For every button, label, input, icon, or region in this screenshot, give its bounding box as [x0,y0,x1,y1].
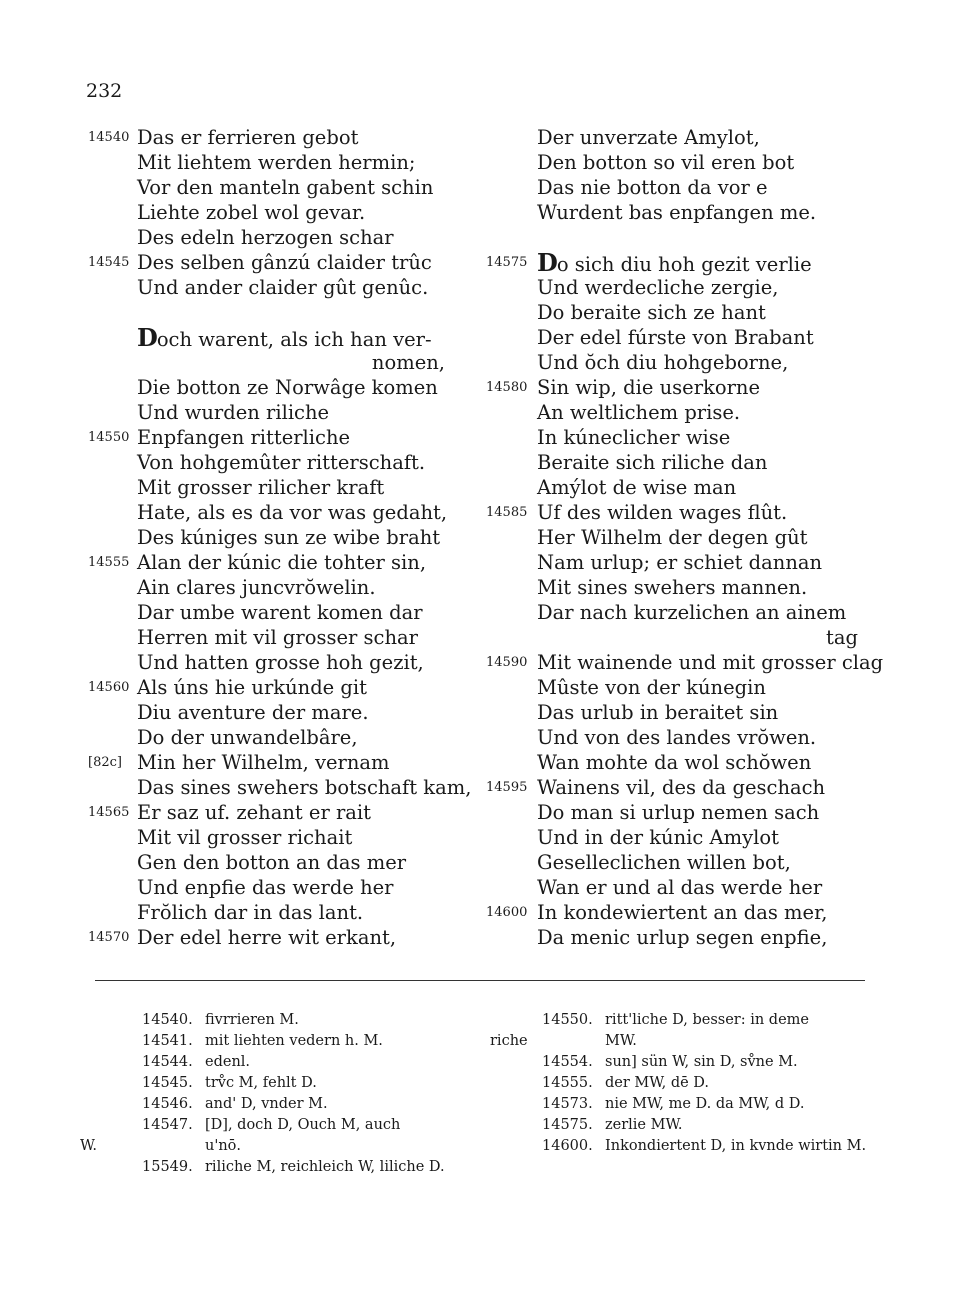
verse-text [137,650,424,675]
verse-line [480,750,880,775]
verse-text [137,675,367,700]
verse-line [70,375,470,400]
footnote-verse-ref: 14544. [142,1054,193,1070]
footnote-continuation: W. [80,1138,97,1154]
verse-line [70,775,470,800]
verse-line [70,525,470,550]
verse-line [70,325,470,350]
verse-line [70,250,470,275]
verse-text [537,150,794,175]
verse-words: Das er ferrieren gebot [137,126,359,149]
verse-text [137,400,329,425]
line-number: 14555 [88,555,130,570]
verse-words: tag [826,626,858,649]
verse-words: Nam urlup; er schiet dannan [537,551,823,574]
verse-column-right [480,125,884,950]
verse-line [480,600,880,625]
verse-words: Dar nach kurzelichen an ainem [537,601,847,624]
line-number: 14560 [88,680,130,695]
verse-words: nomen, [371,351,445,374]
verse-line [480,400,880,425]
verse-line [70,875,470,900]
verse-words: Mit grosser rilicher kraft [137,476,385,499]
verse-line [480,350,880,375]
verse-words: Wan er und al das werde her [537,876,823,899]
verse-text [537,175,768,200]
verse-line [480,525,880,550]
verse-words: Von hohgemûter ritterschaft. [137,451,426,474]
line-number: 14580 [486,380,528,395]
verse-line [70,175,470,200]
verse-line [70,850,470,875]
verse-words: Gen den botton an das mer [137,851,407,874]
verse-line [480,850,880,875]
verse-text [537,375,760,400]
verse-text [537,200,816,225]
line-number: 14550 [88,430,130,445]
verse-text [137,550,426,575]
verse-words: Der edel herre wit erkant, [137,926,397,949]
verse-words: Er saz uf. zehant er rait [137,801,372,824]
verse-words: Den botton so vil eren bot [537,151,795,174]
footnote-verse-ref: 14600. [542,1138,593,1154]
verse-text [537,275,778,300]
verse-words: Das nie botton da vor e [537,176,768,199]
line-number: 14545 [88,255,130,270]
verse-words: Uf des wilden wages flût. [537,501,788,524]
verse-text [137,575,376,600]
verse-line [70,425,470,450]
verse-line [480,425,880,450]
verse-text [537,700,778,725]
line-number: 14570 [88,930,130,945]
verse-text [137,175,433,200]
verse-line [70,300,470,325]
footnote-verse-ref: 14547. [142,1117,193,1133]
verse-line [70,275,470,300]
verse-words: Und ŏch diu hohgeborne, [537,351,789,374]
verse-text [137,250,432,275]
footnote-verse-ref: 14554. [542,1054,593,1070]
verse-line [480,200,880,225]
verse-line [70,700,470,725]
verse-words: Und werdecliche zergie, [537,276,779,299]
verse-line [480,825,880,850]
verse-text [137,925,396,950]
verse-words: Enpfangen ritterliche [137,426,351,449]
verse-line [70,500,470,525]
verse-words: Mit vil grosser richait [137,826,353,849]
verse-text [537,600,846,625]
verse-line [70,825,470,850]
verse-text [537,725,816,750]
verse-line [70,725,470,750]
verse-text [137,825,352,850]
footnote-text: Inkondiertent D, in kvnde wirtin M. [605,1138,867,1154]
verse-line [480,475,880,500]
verse-words: och warent, als ich han ver- [156,328,432,351]
verse-line [70,125,470,150]
verse-words: Beraite sich riliche dan [537,451,768,474]
verse-text [137,375,438,400]
verse-text [137,850,406,875]
verse-line [480,300,880,325]
footnote-verse-ref: 15549. [142,1159,193,1175]
verse-line [70,150,470,175]
verse-line [70,750,470,775]
verse-text [537,575,807,600]
verse-text [137,275,428,300]
footnote-verse-ref: 14575. [542,1117,593,1133]
verse-words: Mit liehtem werden hermin; [137,151,416,174]
line-number: 14595 [486,780,528,795]
footnote-continuation: riche [490,1033,528,1049]
footnote-verse-ref: 14540. [142,1012,193,1028]
verse-words: o sich diu hoh gezit verlie [556,253,812,276]
verse-line [480,250,880,275]
verse-words: Der unverzate Amylot, [537,126,760,149]
verse-words: Vor den manteln gabent schin [137,176,434,199]
apparatus-notes-right [490,1010,880,1157]
footnote-text: trv͏̊c M, fehlt D. [205,1075,317,1091]
verse-text [537,350,788,375]
verse-text [137,150,415,175]
verse-text [537,400,740,425]
footnote-row [80,1073,480,1094]
verse-words: Hate, als es da vor was gedaht, [137,501,448,524]
footnote-text: sun] sün W, sin D, sv̊ne M. [605,1054,798,1070]
verse-words: Do der unwandelbâre, [137,726,358,749]
verse-line [70,650,470,675]
verse-text [137,600,423,625]
line-number: 14585 [486,505,528,520]
verse-words: Alan der kúnic die tohter sin, [137,551,427,574]
verse-line [70,225,470,250]
verse-text [537,850,791,875]
verse-words: Dar umbe warent komen dar [137,601,423,624]
verse-text [537,475,736,500]
verse-line [480,725,880,750]
footnote-verse-ref: 14541. [142,1033,193,1049]
footnote-text: mit liehten vedern h. M. [205,1033,383,1049]
initial-letter: D [537,248,557,277]
footnote-row [490,1136,880,1157]
verse-line [480,375,880,400]
line-number: 14590 [486,655,528,670]
verse-words: Her Wilhelm der degen gût [537,526,808,549]
verse-text [537,250,812,277]
footnote-text: der MW, dē D. [605,1075,710,1091]
verse-line [70,900,470,925]
verse-line [480,150,880,175]
line-number: 14540 [88,130,130,145]
verse-words: Und in der kúnic Amylot [537,826,779,849]
verse-words: Und ander claider gût genûc. [137,276,429,299]
verse-words: Do beraite sich ze hant [537,301,766,324]
footnote-row [490,1031,880,1052]
verse-line [480,900,880,925]
verse-text [826,625,858,650]
verse-words: Das sines swehers botschaft kam, [137,776,472,799]
footnote-row [490,1073,880,1094]
footnote-text: edenl. [205,1054,251,1070]
page-number: 232 [86,80,123,102]
verse-line [70,575,470,600]
verse-line [70,925,470,950]
verse-line [480,550,880,575]
verse-text [537,325,814,350]
verse-words: Wan mohte da wol schŏwen [537,751,812,774]
verse-text [537,525,808,550]
verse-words: Sin wip, die userkorne [537,376,761,399]
verse-words: Des selben gânzú claider trûc [137,251,432,274]
verse-text [537,750,811,775]
line-number: [82c] [88,755,122,770]
verse-text [537,125,760,150]
verse-line [480,700,880,725]
verse-text [537,925,827,950]
footnote-row [490,1010,880,1031]
verse-text [137,525,440,550]
footnote-text: and' D, vnder M. [205,1096,328,1112]
verse-words: Geselleclichen willen bot, [537,851,791,874]
verse-text [537,775,825,800]
verse-words: Des edeln herzogen schar [137,226,394,249]
verse-text [372,350,445,375]
verse-text [537,425,730,450]
footnote-text: [D], doch D, Ouch M, auch [205,1117,401,1133]
verse-line [480,125,880,150]
line-number: 14575 [486,255,528,270]
verse-text [537,650,883,675]
footnote-row [80,1052,480,1073]
footnote-row [80,1031,480,1052]
verse-line [480,775,880,800]
verse-line [70,200,470,225]
verse-text [537,675,766,700]
footnote-text: fivrrieren M. [205,1012,299,1028]
verse-words: In kondewiertent an das mer, [537,901,828,924]
verse-line [70,800,470,825]
verse-text [137,425,350,450]
verse-text [137,750,390,775]
apparatus-notes-left [80,1010,480,1178]
verse-line [480,875,880,900]
verse-words: Wurdent bas enpfangen me. [537,201,817,224]
verse-words: Frŏlich dar in das lant. [137,901,364,924]
verse-line [70,400,470,425]
footnote-row [80,1094,480,1115]
verse-text [137,200,365,225]
verse-line [480,225,880,250]
footnote-text: nie MW, me D. da MW, d D. [605,1096,805,1112]
footnote-row [80,1115,480,1136]
verse-line [480,450,880,475]
verse-words: Mit wainende und mit grosser clag [537,651,884,674]
verse-words: Da menic urlup segen enpfie, [537,926,828,949]
verse-words: Die botton ze Norwâge komen [137,376,438,399]
verse-text [537,500,787,525]
verse-text [137,500,447,525]
verse-words: Das urlub in beraitet sin [537,701,779,724]
verse-words: Wainens vil, des da geschach [537,776,826,799]
verse-text [537,300,766,325]
verse-words: Ain clares juncvrŏwelin. [137,576,376,599]
verse-column-left [70,125,470,950]
verse-text [137,700,369,725]
verse-words: Mûste von der kúnegin [537,676,766,699]
verse-words: Der edel fúrste von Brabant [537,326,814,349]
verse-text [537,550,822,575]
footnote-verse-ref: 14545. [142,1075,193,1091]
footnote-row [80,1010,480,1031]
verse-text [537,450,767,475]
verse-line [70,350,470,375]
verse-text [137,800,371,825]
verse-words: Do man si urlup nemen sach [537,801,820,824]
footnote-row [490,1115,880,1136]
footnote-text: u'nō. [205,1138,242,1154]
line-number: 14600 [486,905,528,920]
verse-text [137,125,358,150]
footnote-text: riliche M, reichleich W, liliche D. [205,1159,445,1175]
verse-words: Als úns hie urkúnde git [137,676,367,699]
verse-text [537,800,819,825]
footnote-text: zerlie MW. [605,1117,683,1133]
footnote-verse-ref: 14546. [142,1096,193,1112]
footnote-row [80,1157,480,1178]
verse-words: An weltlichem prise. [537,401,741,424]
verse-text [537,875,822,900]
verse-words: Und von des landes vrŏwen. [537,726,817,749]
verse-line [70,625,470,650]
verse-line [70,450,470,475]
verse-words: Des kúniges sun ze wibe braht [137,526,441,549]
verse-text [137,625,418,650]
verse-text [137,875,394,900]
verse-words: Diu aventure der mare. [137,701,369,724]
verse-words: Mit sines swehers mannen. [537,576,808,599]
verse-words: Und wurden riliche [137,401,330,424]
verse-line [480,325,880,350]
verse-text [137,475,384,500]
verse-line [70,675,470,700]
verse-line [70,475,470,500]
verse-line [480,625,880,650]
footnote-text: MW. [605,1033,637,1049]
verse-line [480,575,880,600]
verse-words: Herren mit vil grosser schar [137,626,418,649]
verse-line [480,800,880,825]
initial-letter: D [137,323,157,352]
footnote-verse-ref: 14550. [542,1012,593,1028]
verse-text [137,225,394,250]
footnote-row [490,1094,880,1115]
verse-text [137,450,425,475]
verse-line [480,650,884,675]
verse-line [70,600,470,625]
verse-line [480,500,880,525]
verse-words: Und enpfie das werde her [137,876,394,899]
line-number: 14565 [88,805,130,820]
verse-words: Min her Wilhelm, vernam [137,751,390,774]
verse-text [137,325,432,352]
verse-line [480,175,880,200]
verse-text [537,900,827,925]
verse-words: Amýlot de wise man [537,476,737,499]
verse-line [480,925,880,950]
verse-text [537,825,779,850]
verse-words: Liehte zobel wol gevar. [137,201,366,224]
verse-text [137,775,471,800]
verse-words: In kúneclicher wise [537,426,731,449]
footnote-divider [95,980,865,981]
verse-words: Und hatten grosse hoh gezit, [137,651,424,674]
verse-text [137,725,358,750]
verse-line [480,275,880,300]
verse-text [137,900,363,925]
verse-line [70,550,470,575]
footnote-text: ritt'liche D, besser: in deme [605,1012,809,1028]
footnote-verse-ref: 14555. [542,1075,593,1091]
footnote-verse-ref: 14573. [542,1096,593,1112]
verse-line [480,675,880,700]
footnote-row [490,1052,880,1073]
footnote-row [80,1136,480,1157]
